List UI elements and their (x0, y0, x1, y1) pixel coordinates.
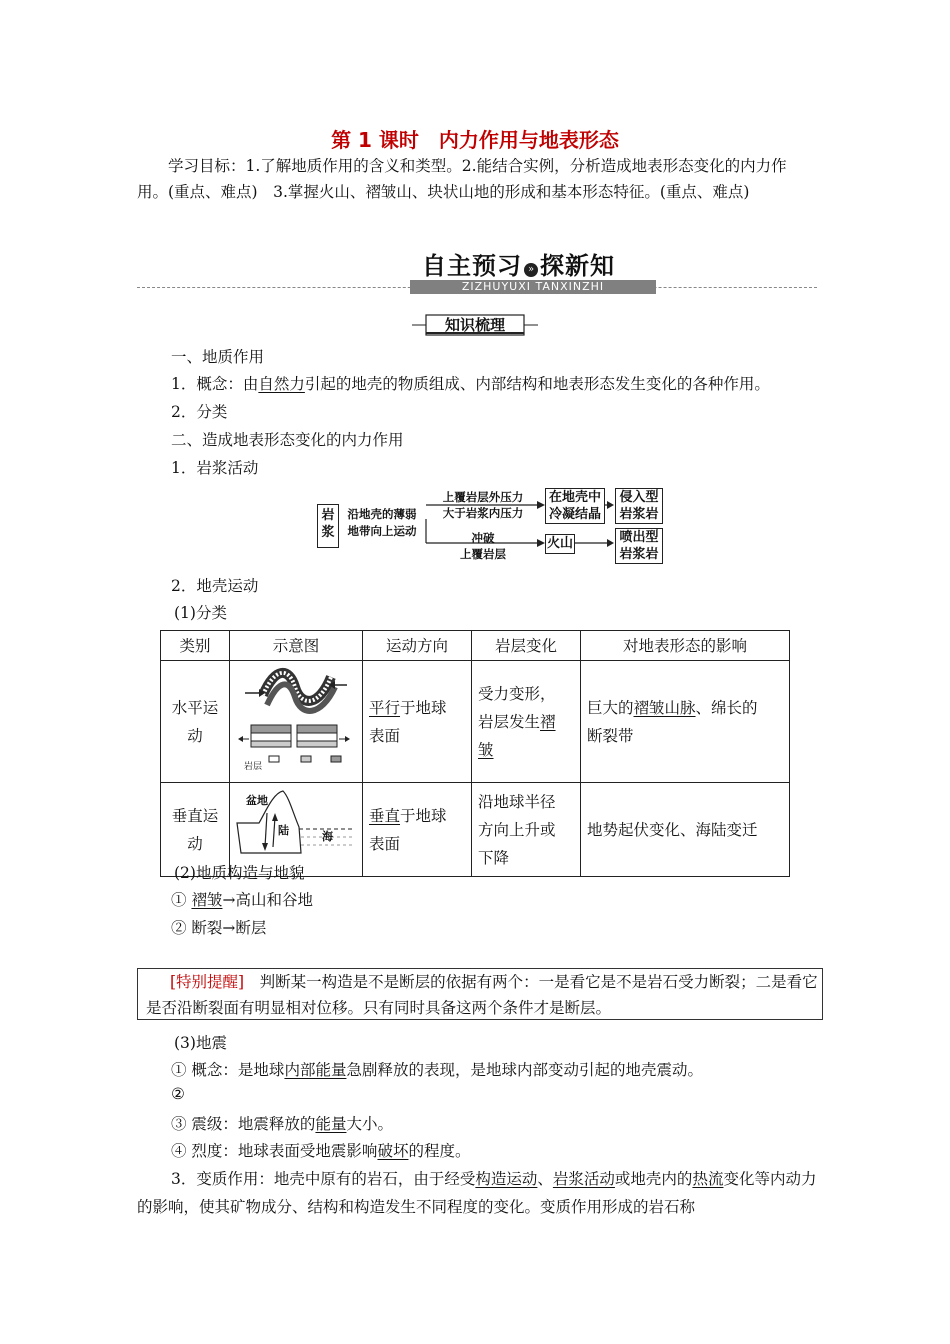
col-header: 运动方向 (363, 631, 472, 661)
rock-layer-legend: 岩层 (244, 762, 263, 772)
change-line-2: 方向上升或 (478, 820, 556, 839)
heading-geologic-action: 一、地质作用 (171, 348, 265, 366)
metamorphism-paragraph (137, 1165, 817, 1221)
magma-flow-diagram (317, 486, 665, 566)
section-badge (412, 314, 538, 336)
heading-crustal-movement: 2．地壳运动 (171, 577, 259, 595)
classification-line: 2．分类 (171, 403, 228, 421)
change-line-3: 下降 (478, 848, 510, 867)
cell-rock-change (472, 661, 581, 783)
col-header: 岩层变化 (472, 631, 581, 661)
path-line-2: 地带向上运动 (347, 524, 417, 538)
cell-rock-change (472, 783, 581, 877)
badge-label: 知识梳理 (444, 316, 505, 334)
fold-answer: 褶皱 (191, 891, 223, 909)
intrusive-rock-box (615, 488, 663, 524)
impact-pre: 巨大的 (587, 698, 634, 717)
change-line-2: 岩层发生 (478, 712, 541, 731)
concept-post: 引起的地壳的物质组成、内部结构和地表形态发生变化的各种作用。 (304, 375, 770, 393)
q4-post: 的程度。 (408, 1142, 471, 1160)
q3-pre: ③ 震级：地震释放的 (171, 1115, 316, 1133)
reminder-body: 判断某一构造是不是断层的依据有两个：一是看它是不是岩石受力断裂；二是看它是否沿断裂面有明显相对位移。只有同时具备这两个条件才是断层。 (146, 973, 818, 1017)
volcano-box: 火山 (545, 534, 575, 554)
q3-post: 大小。 (346, 1115, 393, 1133)
heading-structure-landform: (2)地质构造与地貌 (174, 864, 305, 882)
lower-line-2: 上覆岩层 (460, 547, 506, 561)
concept-pre: 1．概念：由 (171, 375, 259, 393)
path-box (339, 506, 425, 542)
special-reminder-text (146, 969, 818, 1021)
arrow-icon: » (524, 263, 538, 277)
direction-post: 于地球 (400, 806, 447, 825)
reminder-tag: [特别提醒] (170, 973, 245, 991)
path-line-1: 沿地壳的薄弱 (347, 507, 417, 521)
cooling-line-2: 冷凝结晶 (548, 507, 601, 522)
q1-pre: ① 概念：是地球 (171, 1061, 285, 1079)
fault-line: ② 断裂→断层 (171, 919, 267, 937)
heading-classification: (1)分类 (174, 604, 227, 622)
magma-char-2: 浆 (321, 525, 335, 540)
sea-label: 海 (322, 830, 333, 843)
change-line-1: 受力变形， (478, 684, 556, 703)
impact-post: 、绵长的 (695, 698, 758, 717)
cell-direction (363, 783, 472, 877)
q4-pre: ④ 烈度：地球表面受地震影响 (171, 1142, 378, 1160)
table-row (161, 661, 790, 783)
q1-post: 急剧释放的表现，是地球内部变动引起的地壳震动。 (346, 1061, 703, 1079)
extrusive-line-1: 喷出型 (619, 530, 659, 545)
fold-line (171, 888, 313, 910)
lower-line-1: 冲破 (471, 531, 495, 545)
upper-line-2: 大于岩浆内压力 (442, 506, 524, 520)
direction-line-2: 表面 (369, 834, 401, 853)
direction-answer: 垂直 (369, 806, 401, 825)
lower-condition (429, 530, 537, 562)
q4-answer: 破坏 (377, 1142, 409, 1160)
upper-line-1: 上覆岩层外压力 (442, 490, 524, 504)
cell-direction (363, 661, 472, 783)
fold-post: →高山和谷地 (222, 891, 313, 909)
section-banner (422, 246, 638, 280)
objectives-lead: 学习目标： (168, 157, 246, 175)
meta-sep: 、 (537, 1170, 553, 1188)
cat-line: 动 (187, 726, 203, 745)
magma-box (317, 504, 339, 548)
meta-mid: 或地壳内的 (614, 1170, 693, 1188)
learning-objectives (137, 153, 817, 205)
meta-answer-1: 构造运动 (475, 1170, 538, 1188)
heading-magma-activity: 1．岩浆活动 (171, 459, 259, 477)
meta-answer-2: 岩浆活动 (552, 1170, 615, 1188)
cell-diagram (230, 661, 363, 783)
basin-label: 盆地 (246, 794, 268, 807)
banner-left: 自主预习 (422, 252, 522, 280)
impact-answer: 褶皱山脉 (633, 698, 696, 717)
quake-concept (171, 1058, 703, 1080)
horizontal-movement-diagram (231, 661, 361, 773)
q1-answer: 内部能量 (284, 1061, 347, 1079)
direction-post: 于地球 (400, 698, 447, 717)
quake-intensity (171, 1139, 470, 1161)
direction-line-2: 表面 (369, 726, 401, 745)
change-line-1: 沿地球半径 (478, 792, 556, 811)
change-answer-2: 皱 (478, 740, 494, 759)
table-header-row (161, 631, 790, 661)
meta-post: 变化等内动力的影响，使其矿物成分、结构和构造发生不同程度的变化。变质作用形成的岩石称 (137, 1170, 817, 1216)
heading-internal-forces: 二、造成地表形态变化的内力作用 (171, 431, 404, 449)
crustal-movement-table (160, 630, 790, 877)
quake-item-2: ② (171, 1085, 185, 1103)
quake-magnitude (171, 1112, 393, 1134)
cooling-box (545, 488, 605, 524)
cat-line: 垂直运 (171, 806, 219, 825)
page-title: 第 1 课时 内力作用与地表形态 (331, 128, 619, 152)
upper-condition (429, 489, 537, 521)
col-header: 对地表形态的影响 (581, 631, 790, 661)
intrusive-line-1: 侵入型 (619, 490, 659, 505)
cat-line: 动 (187, 834, 203, 853)
magma-char-1: 岩 (321, 508, 335, 523)
concept-line (171, 372, 770, 394)
land-label: 陆 (278, 824, 289, 837)
meta-pre: 3．变质作用：地壳中原有的岩石，由于经受 (171, 1170, 476, 1188)
extrusive-rock-box (615, 528, 663, 564)
change-answer-1: 褶 (540, 712, 556, 731)
banner-pinyin: ZIZHUYUXI TANXINZHI (410, 280, 656, 294)
banner-right: 探新知 (540, 252, 615, 280)
cell-impact: 地势起伏变化、海陆变迁 (581, 783, 790, 877)
cooling-line-1: 在地壳中 (548, 490, 601, 505)
cell-category (161, 661, 230, 783)
col-header: 示意图 (230, 631, 363, 661)
extrusive-line-2: 岩浆岩 (619, 547, 659, 562)
heading-earthquake: (3)地震 (174, 1034, 227, 1052)
col-header: 类别 (161, 631, 230, 661)
objectives-text: 1.了解地质作用的含义和类型。2.能结合实例，分析造成地表形态变化的内力作用。(重点、难点) 3.掌握火山、褶皱山、块状山地的形成和基本形态特征。(重点、难点) (137, 157, 787, 201)
impact-line-2: 断裂带 (587, 726, 634, 745)
cell-impact (581, 661, 790, 783)
cat-line: 水平运 (171, 698, 219, 717)
q3-answer: 能量 (315, 1115, 347, 1133)
intrusive-line-2: 岩浆岩 (619, 507, 659, 522)
meta-answer-3: 热流 (692, 1170, 724, 1188)
concept-answer: 自然力 (258, 375, 305, 393)
fold-num: ① (171, 891, 187, 909)
direction-answer: 平行 (369, 698, 401, 717)
